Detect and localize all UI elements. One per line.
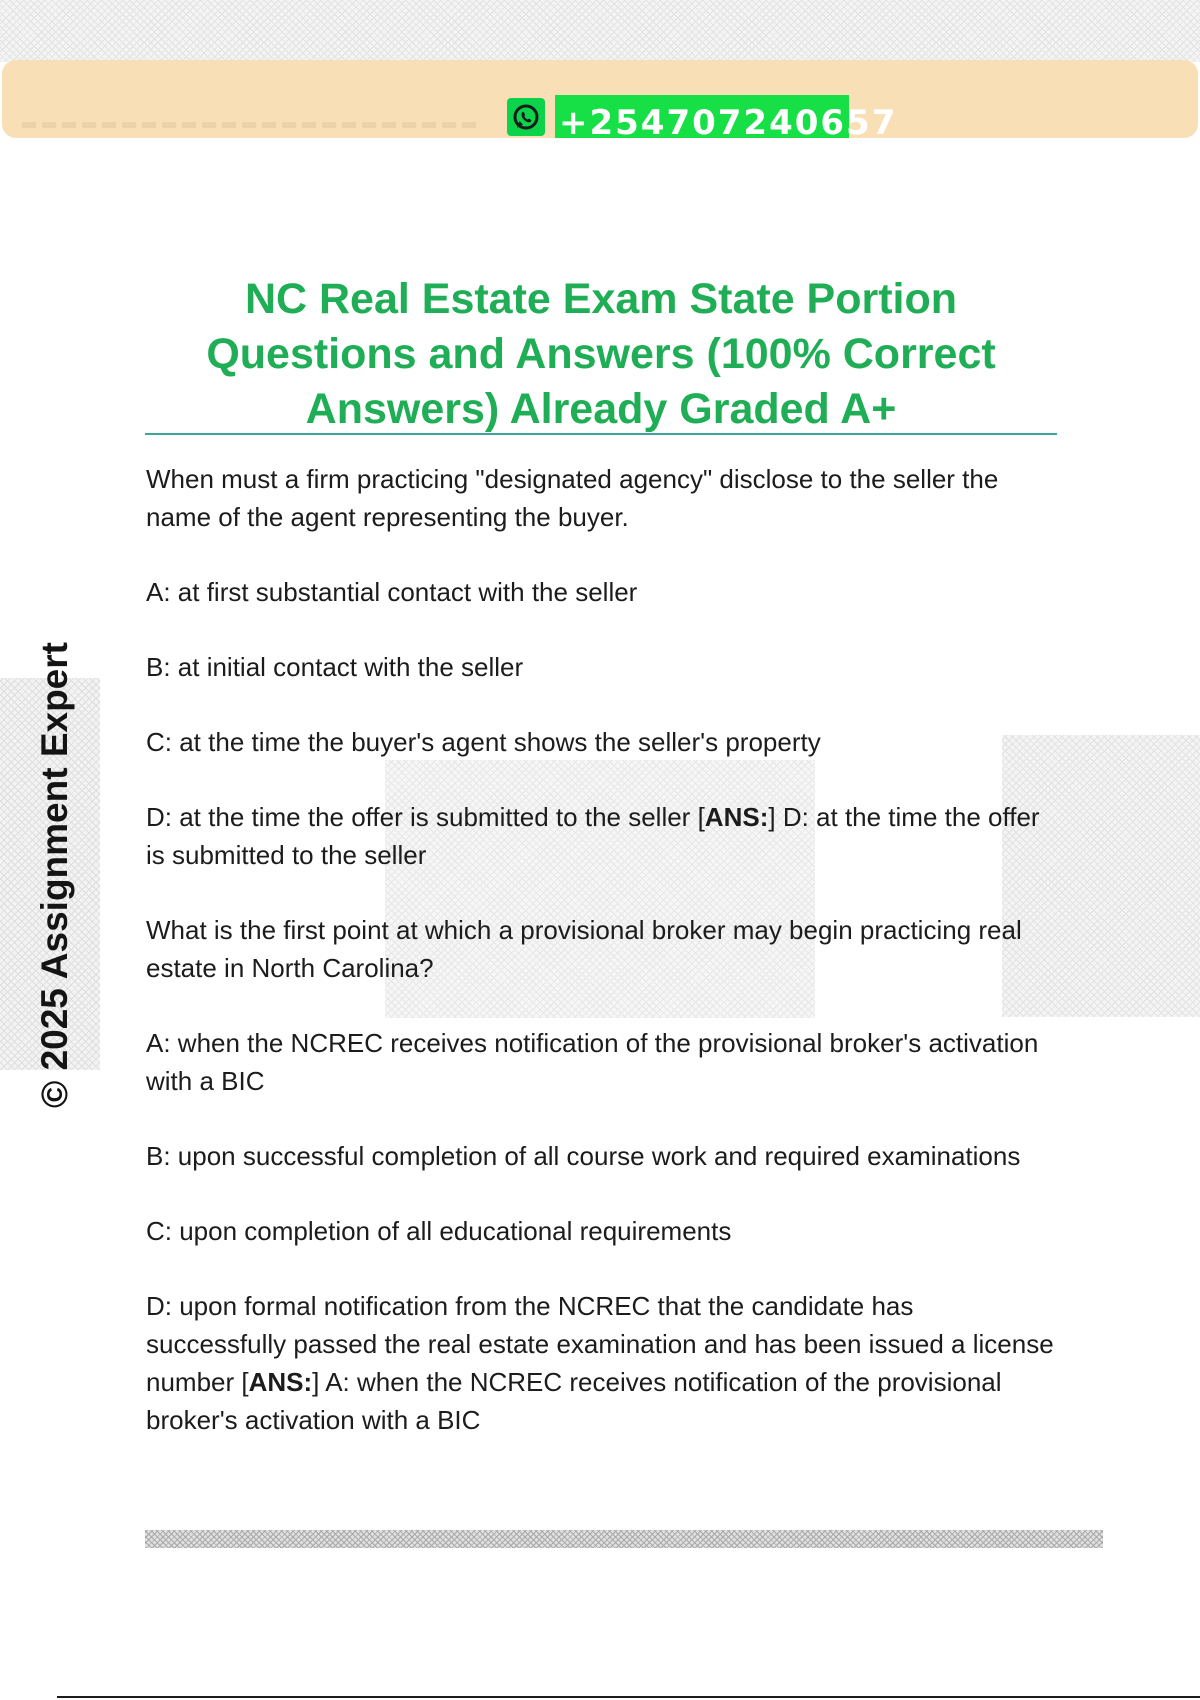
question-1-option-c: C: at the time the buyer's agent shows the seller's property xyxy=(146,727,821,757)
question-2-answer: A: when the NCREC receives notification of the provisional broker's activation with a BIC xyxy=(146,1367,1002,1435)
document-body xyxy=(146,460,1056,1476)
question-1: When must a firm practicing "designated agency" disclose to the seller the name of the agent representing the buyer. xyxy=(146,464,999,532)
title-divider xyxy=(145,433,1057,435)
document-title: NC Real Estate Exam State Portion Questions and Answers (100% Correct Answers) Already Graded A+ xyxy=(206,275,996,433)
question-2-option-d: D: upon formal notification from the NCREC that the candidate has successfully passed the real estate examination and has been issued a license number [ANS:] A: when the NCREC receives notification of the provisional broker's activation with a BIC xyxy=(146,1291,1054,1435)
answer-label: ANS: xyxy=(248,1367,313,1397)
question-1-option-b: B: at initial contact with the seller xyxy=(146,652,524,682)
question-2-option-a: A: when the NCREC receives notification of the provisional broker's activation with a BIC xyxy=(146,1028,1039,1096)
phone-number[interactable]: +254707240657 xyxy=(559,103,898,143)
phone-number-box[interactable] xyxy=(555,95,898,143)
top-pattern-strip xyxy=(0,0,1200,62)
answer-label: ANS: xyxy=(704,802,769,832)
footer-divider xyxy=(57,1696,1200,1698)
question-1-option-d: D: at the time the offer is submitted to the seller [ANS:] D: at the time the offer is submitted to the seller xyxy=(146,802,1040,870)
question-2-option-b: B: upon successful completion of all course work and required examinations xyxy=(146,1141,1021,1171)
question-2-option-c: C: upon completion of all educational requirements xyxy=(146,1216,732,1246)
bottom-pattern-strip xyxy=(145,1530,1103,1548)
question-2: What is the first point at which a provisional broker may begin practicing real estate in North Carolina? xyxy=(146,915,1022,983)
whatsapp-icon[interactable] xyxy=(507,98,545,136)
question-1-option-a: A: at first substantial contact with the seller xyxy=(146,577,638,607)
contact-banner xyxy=(2,60,1198,143)
question-1-answer: D: at the time the offer is submitted to the seller xyxy=(146,802,1040,870)
copyright-watermark: © 2025 Assignment Expert xyxy=(34,642,75,1108)
banner-faded-text xyxy=(22,122,482,128)
